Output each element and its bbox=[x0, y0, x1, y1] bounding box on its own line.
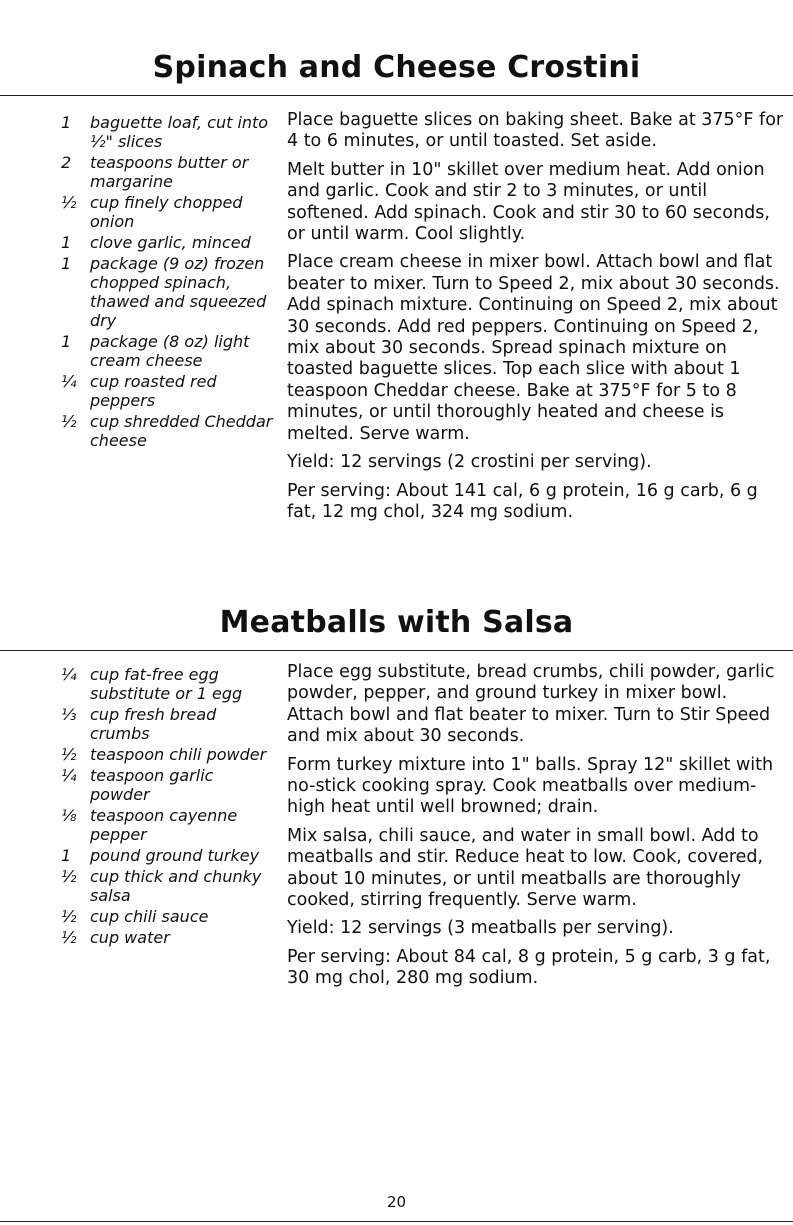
ingredient-item bbox=[60, 867, 275, 905]
ingredient-list bbox=[60, 113, 275, 452]
ingredient-text: baguette loaf, cut into ½" slices bbox=[90, 113, 269, 151]
yield-text: Yield: 12 servings (3 meatballs per serving). bbox=[287, 918, 674, 939]
ingredient-text: cup thick and chunky salsa bbox=[90, 867, 262, 905]
instruction-step: Place baguette slices on baking sheet. Bake at 375°F for 4 to 6 minutes, or until toasted. Set aside. bbox=[287, 110, 784, 152]
ingredient-item bbox=[60, 806, 275, 844]
instruction-step: Form turkey mixture into 1" balls. Spray 12" skillet with no-stick cooking spray. Cook meatballs over medium-high heat until well browned; drain. bbox=[287, 754, 774, 818]
ingredient-text: cup finely chopped onion bbox=[90, 193, 243, 231]
ingredient-qty: 1 bbox=[61, 846, 72, 865]
bottom-edge-line bbox=[0, 1221, 793, 1222]
recipe-title: Meatballs with Salsa bbox=[219, 605, 574, 640]
ingredient-qty: ½ bbox=[61, 412, 77, 431]
ingredient-text: clove garlic, minced bbox=[90, 233, 251, 252]
ingredient-text: pound ground turkey bbox=[90, 846, 260, 865]
ingredient-item bbox=[60, 745, 275, 764]
ingredient-item bbox=[60, 412, 275, 450]
ingredient-text: cup roasted red peppers bbox=[90, 372, 217, 410]
ingredient-qty: 2 bbox=[61, 153, 72, 172]
ingredient-text: teaspoon cayenne pepper bbox=[90, 806, 238, 844]
recipe-title: Spinach and Cheese Crostini bbox=[152, 50, 641, 85]
nutrition-text: Per serving: About 141 cal, 6 g protein, 16 g carb, 6 g fat, 12 mg chol, 324 mg sodium. bbox=[287, 480, 758, 522]
ingredient-text: package (8 oz) light cream cheese bbox=[90, 332, 250, 370]
ingredient-qty: ½ bbox=[61, 867, 77, 886]
ingredient-qty: 1 bbox=[61, 254, 72, 273]
ingredient-item bbox=[60, 254, 275, 330]
ingredient-text: cup chili sauce bbox=[90, 907, 209, 926]
ingredient-item bbox=[60, 372, 275, 410]
ingredient-text: cup water bbox=[90, 928, 170, 947]
ingredient-item bbox=[60, 153, 275, 191]
ingredient-item bbox=[60, 846, 275, 865]
ingredient-item bbox=[60, 113, 275, 151]
instructions bbox=[287, 662, 787, 997]
ingredient-item bbox=[60, 907, 275, 926]
nutrition-text: Per serving: About 84 cal, 8 g protein, 5 g carb, 3 g fat, 30 mg chol, 280 mg sodium. bbox=[287, 946, 771, 989]
ingredient-qty: ½ bbox=[61, 193, 77, 212]
instruction-step: Place egg substitute, bread crumbs, chili powder, garlic powder, pepper, and ground turkey in mixer bowl. Attach bowl and flat beater to mixer. Turn to Stir Speed and mix about 30 seconds. bbox=[287, 662, 775, 747]
ingredient-text: cup fat-free egg substitute or 1 egg bbox=[90, 665, 243, 703]
ingredient-item bbox=[60, 766, 275, 804]
ingredient-text: cup shredded Cheddar cheese bbox=[90, 412, 273, 450]
ingredient-text: cup fresh bread crumbs bbox=[90, 705, 217, 743]
page-number: 20 bbox=[386, 1193, 407, 1211]
ingredient-text: teaspoon chili powder bbox=[90, 745, 267, 764]
ingredient-qty: ½ bbox=[61, 745, 77, 764]
title-divider bbox=[0, 650, 793, 651]
ingredient-item bbox=[60, 193, 275, 231]
ingredient-item bbox=[60, 233, 275, 252]
ingredient-qty: ¼ bbox=[61, 766, 77, 785]
ingredient-qty: ¼ bbox=[61, 372, 77, 391]
ingredient-qty: ½ bbox=[61, 907, 77, 926]
ingredient-item bbox=[60, 928, 275, 947]
title-divider bbox=[0, 95, 793, 96]
ingredient-item bbox=[60, 665, 275, 703]
yield-text: Yield: 12 servings (2 crostini per serving). bbox=[287, 452, 652, 473]
instruction-step: Mix salsa, chili sauce, and water in small bowl. Add to meatballs and stir. Reduce heat to low. Cook, covered, about 10 minutes, or until meatballs are thoroughly cooked, stirring frequently. Serve warm. bbox=[287, 825, 764, 911]
ingredient-list bbox=[60, 665, 275, 949]
ingredient-qty: 1 bbox=[61, 113, 72, 132]
ingredient-qty: 1 bbox=[61, 332, 72, 351]
ingredient-item bbox=[60, 332, 275, 370]
instruction-step: Melt butter in 10" skillet over medium heat. Add onion and garlic. Cook and stir 2 to 3 minutes, or until softened. Add spinach. Cook and stir 30 to 60 seconds, or until warm. Cool slightly. bbox=[287, 159, 770, 245]
instructions bbox=[287, 110, 787, 530]
ingredient-text: package (9 oz) frozen chopped spinach, thawed and squeezed dry bbox=[90, 254, 267, 330]
ingredient-text: teaspoons butter or margarine bbox=[90, 153, 249, 191]
ingredient-qty: ⅓ bbox=[61, 705, 77, 724]
ingredient-qty: ⅛ bbox=[61, 806, 77, 825]
ingredient-qty: ½ bbox=[61, 928, 77, 947]
ingredient-qty: 1 bbox=[61, 233, 72, 252]
ingredient-text: teaspoon garlic powder bbox=[90, 766, 214, 804]
ingredient-qty: ¼ bbox=[61, 665, 77, 684]
ingredient-item bbox=[60, 705, 275, 743]
instruction-step: Place cream cheese in mixer bowl. Attach bowl and flat beater to mixer. Turn to Speed 2, mix about 30 seconds. Add spinach mixture. Continuing on Speed 2, mix about 30 seconds. Add red peppers. Continuing on Speed 2, mix about 30 seconds. Spread spinach mixture on toasted baguette slices. Top each slice with about 1 teaspoon Cheddar cheese. Bake at 375°F for 5 to 8 minutes, or until thoroughly heated and cheese is melted. Serve warm. bbox=[287, 252, 780, 444]
